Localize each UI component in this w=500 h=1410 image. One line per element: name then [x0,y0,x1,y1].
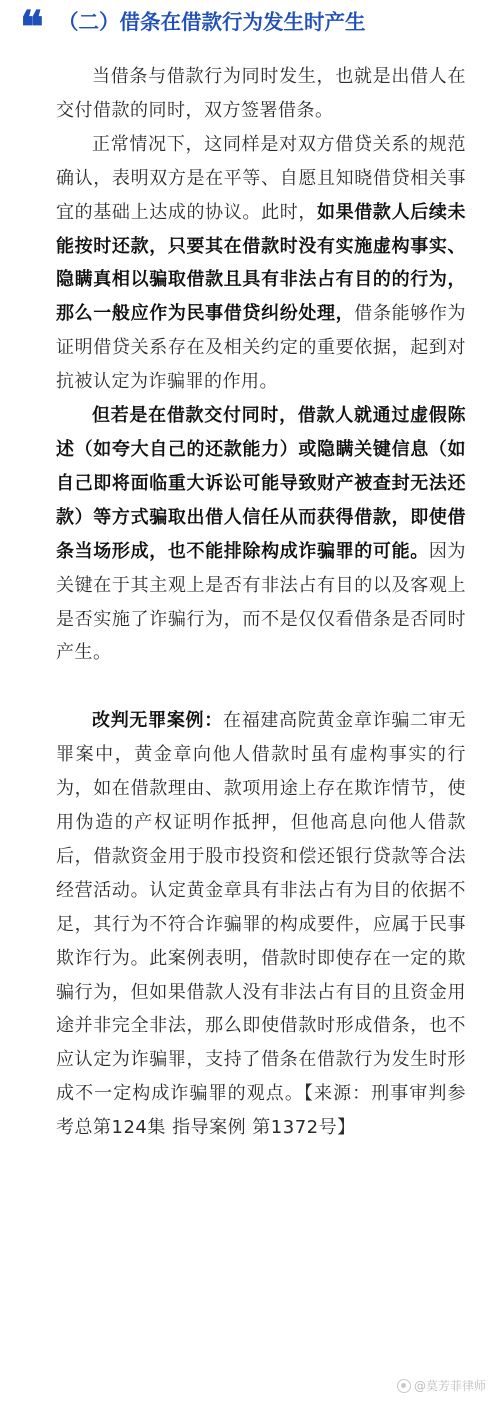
body-text: 在福建高院黄金章诈骗二审无罪案中，黄金章向他人借款时虽有虚构事实的行为，如在借款理由、款项用途上存在欺诈情节，使用伪造的产权证明作抵押，但他高息向他人借款后，借款资金用于股市投资和偿还银行贷款等合法经营活动。认定黄金章具有非法占有为目的依据不足，其行为不符合诈骗罪的构成要件，应属于民事欺诈行为。此案例表明，借款时即使存在一定的欺骗行为，但如果借款人没有非法占有目的且资金用途并非完全非法，那么即使借款时形成借条，也不应认定为诈骗罪，支持了借条在借款行为发生时形成不一定构成诈骗罪的观点。【来源：刑事审判参考总第124集 指导案例 第1372号】 [56,710,467,1139]
body-text: 因为关键在于其主观上是否有非法占有目的以及客观上是否实施了诈骗行为，而不是仅仅看借条是否同时产生。 [56,540,467,664]
camera-icon [397,1379,411,1393]
watermark [397,1377,486,1394]
paragraph [56,128,466,399]
bold-text: 但若是在借款交付同时，借款人就通过虚假陈述（如夸大自己的还款能力）或隐瞒关键信息（如自己即将面临重大诉讼可能导致财产被查封无法还款）等方式骗取出借人信任从而获得借款，即使借条当场形成，也不能排除构成诈骗罪的可能。 [56,405,466,562]
section-header [0,0,500,53]
paragraph-gap [56,670,466,704]
bold-text: 如果借款人后续未能按时还款，只要其在借款时没有实施虚构事实、隐瞒真相以骗取借款且具有非法占有目的的行为，那么一般应作为民事借贷纠纷处理， [56,201,466,325]
paragraph [56,399,466,670]
article-body [56,60,466,1145]
body-text: 当借条与借款行为同时发生，也就是出借人在交付借款的同时，双方签署借条。 [56,66,466,121]
bold-text: 改判无罪案例： [92,710,223,732]
quote-icon: ❝ [20,2,38,53]
section-title: （二）借条在借款行为发生时产生 [58,10,366,34]
paragraph [56,60,466,128]
paragraph [56,704,466,1145]
body-text: 借条能够作为证明借贷关系存在及相关约定的重要依据，起到对抗被认定为诈骗罪的作用。 [56,303,467,393]
body-text: 正常情况下，这同样是对双方借贷关系的规范确认，表明双方是在平等、自愿且知晓借贷相关事宜的基础上达成的协议。此时， [56,133,466,223]
watermark-text: @莫芳菲律师 [413,1379,486,1393]
